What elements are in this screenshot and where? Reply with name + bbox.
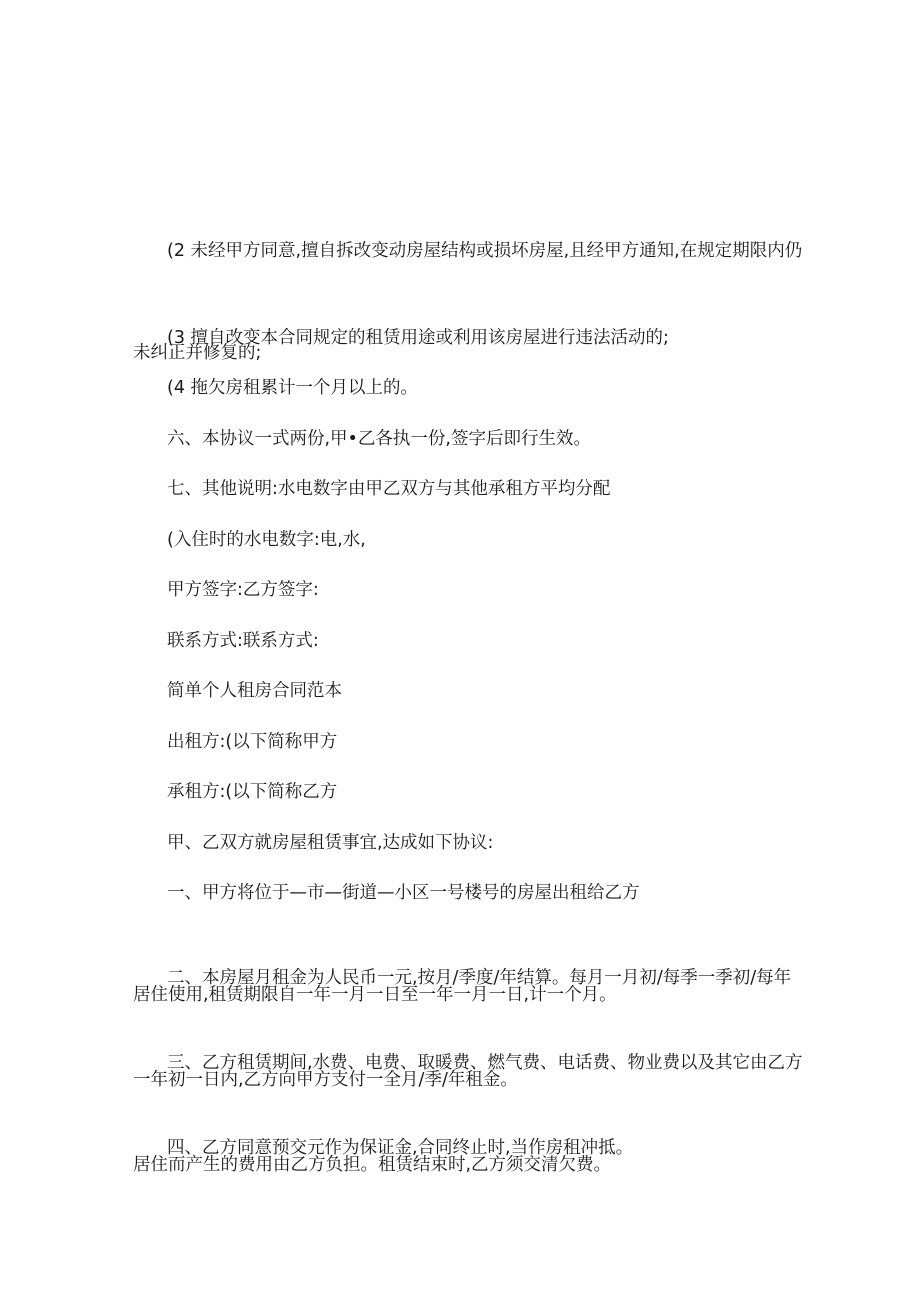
text-line: 三、乙方租赁期间,水费、电费、取暖费、燃气费、电话费、物业费以及其它由乙方 [167,1053,803,1073]
text-line: (入住时的水电数字:电,水, [167,530,366,550]
article-four [133,1063,793,1233]
text-line: 居住而产生的费用由乙方负担。租赁结束时,乙方须交清欠费。 [133,1155,612,1175]
text-line: 联系方式:联系方式: [167,631,319,651]
text-line: 居住使用,租赁期限自一年一月一日至一年一月一日,计一个月。 [133,985,617,1005]
text-line: 未纠正并修复的; [133,343,262,363]
text-line: (3 擅自改变本合同规定的租赁用途或利用该房屋进行违法活动的; [167,328,669,348]
text-line: 二、本房屋月租金为人民币一元,按月/季度/年结算。每月一月初/每季一季初/每年 [167,968,792,988]
text-line: 出租方:(以下简称甲方 [167,732,338,752]
text-line: 四、乙方同意预交元作为保证金,合同终止时,当作房租冲抵。 [167,1138,634,1158]
text-line: 简单个人租房合同范本 [167,681,342,701]
text-line: (4 拖欠房租累计一个月以上的。 [167,378,419,398]
text-line: (2 未经甲方同意,擅自拆改变动房屋结构或损坏房屋,且经甲方通知,在规定期限内仍 [167,241,803,261]
text-line: 六、本协议一式两份,甲•乙各执一份,签字后即行生效。 [167,429,591,449]
text-line: 甲、乙双方就房屋租赁事宜,达成如下协议: [167,833,494,853]
text-line: 一、甲方将位于—市—街道—小区一号楼号的房屋出租给乙方 [167,883,640,903]
text-line: 七、其他说明:水电数字由甲乙双方与其他承租方平均分配 [167,479,611,499]
text-line: 一年初一日内,乙方向甲方支付一全月/季/年租金。 [133,1070,518,1090]
text-line: 承租方:(以下简称乙方 [167,782,338,802]
text-line: 甲方签字:乙方签字: [167,580,319,600]
